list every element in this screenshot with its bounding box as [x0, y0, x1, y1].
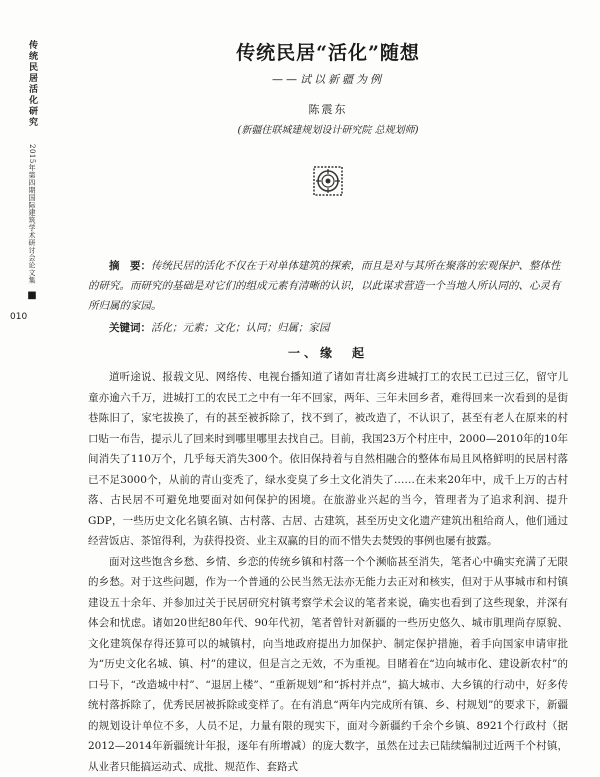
author-affiliation: (新疆住联城建规划设计研究院 总规划师) — [88, 121, 568, 136]
body-paragraph: 面对这些饱含乡愁、乡情、乡恋的传统乡镇和村落一个个濒临甚至消失，笔者心中确实充满了无限的乡愁。对于这些问题，作为一个普通的公民当然无法亦无能力去正对和核实，但对于从事城市和村镇建设五十余年、并参加过关于民居研究村镇考察学术会议的笔者来说，确实也看到了这些现象，并深有体会和忧虑。诸如20世纪80年代、90年代初，笔者曾针对新疆的一些历史悠久、城市肌理尚存原貌、文化建筑保存得还算可以的城镇村，向当地政府提出力加保护、制定保护措施，着手向国家申请审批为“历史文化名城、镇、村”的建议，但是言之无效，不为重视。目睹着在“边向城市化、建设新农村”的口号下，“改造城中村”、“退居上楼”、“重新规划”和“拆村并点”，搞大城市、大乡镇的行动中，好多传统村落拆除了，优秀民居被拆除或变样了。在有消息“两年内完成所有镇、乡、村规划”的要求下，新疆的规划设计单位不多，人员不足，力量有限的现实下，面对今新疆约千余个乡镇、8921个行政村（据2012—2014年新疆统计年报，逐年有所增减）的庞大数字，虽然在过去已陆续编制过近两千个村镇，从业者只能搞运动式、成批、规范作、套路式 — [88, 552, 568, 777]
keywords-label: 关键词： — [109, 322, 151, 334]
journal-sidebar — [22, 40, 42, 301]
abstract-label: 摘 要： — [109, 260, 151, 272]
abstract-text: 传统民居的活化不仅在于对单体建筑的探索，而且是对与其所在聚落的宏观保护、整体性的研究。而研究的基础是对它们的组成元素有清晰的认识，以此谋求营造一个当地人所认同的、心灵有所归属的家园。 — [88, 260, 561, 312]
sidebar-mark: ■ — [27, 290, 36, 301]
keywords — [88, 318, 568, 338]
body-paragraph: 道听途说、报载文见、网络传、电视台播知道了诸如青壮离乡进城打工的农民工已过三亿，留守儿童亦逾六千万，进城打工的农民工之中有一年不回家，两年、三年未回乡者，难得回来一次看到的是街巷陈旧了，家宅拔换了，有的甚至被拆除了，找不到了，被改造了，不认识了，甚至有老人在原来的村口贴一布告，提示儿了回来时到哪里哪里去找自己。目前，我国23万个村庄中，2000—2010年的10年间消失了110万个，几乎每天消失300个。依旧保持着与自然相融合的整体布局且风格鲜明的民居村落已不足3000个，从前的青山变秃了，绿水变臭了乡土文化消失了……在未来20年中，成千上万的古村落、古民居不可避免地要面对如何保护的困境。在旅游业兴起的当今，管理者为了追求利润、提升GDP，一些历史文化名镇名镇、古村落、古居、古建筑，甚至历史文化遗产建筑出租给商人，他们通过经营饭店、茶馆得利，为获得投资、业主双赢的目的而不惜失去焚毁的事例也屡有披露。 — [88, 367, 568, 552]
author-name: 陈震东 — [88, 101, 568, 117]
section-heading: 一、缘 起 — [88, 344, 568, 361]
abstract — [88, 256, 568, 316]
keywords-text: 活化；元素；文化；认同；归属；家园 — [151, 322, 330, 334]
article-subtitle: ——试以新疆为例 — [88, 71, 568, 87]
issue-info: 2015年第四期国际建筑学术研讨会论文集 — [27, 144, 37, 284]
journal-title: 传统民居活化研究 — [27, 40, 37, 128]
ornament-emblem-icon — [313, 166, 343, 196]
article — [88, 30, 568, 777]
page-number: 010 — [10, 312, 27, 322]
article-title: 传统民居“活化”随想 — [88, 38, 568, 65]
